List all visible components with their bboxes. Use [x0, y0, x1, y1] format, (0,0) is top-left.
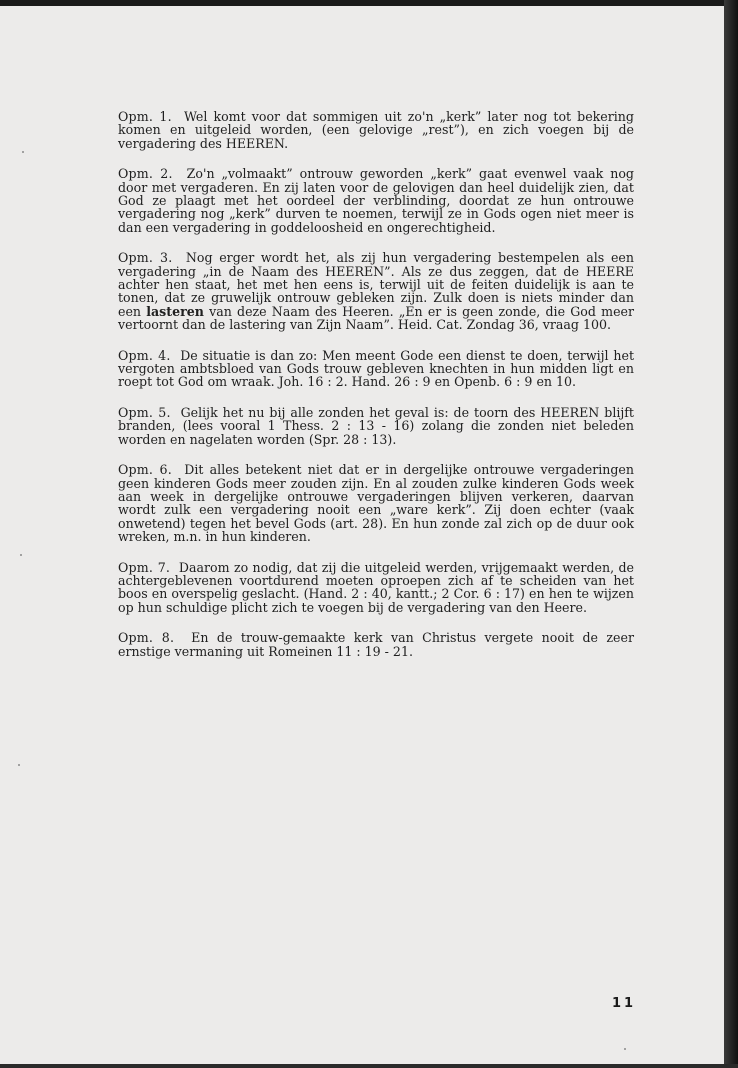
remark-label: Opm. 7. — [118, 559, 171, 575]
page-number: 11 — [612, 996, 637, 1011]
remark-paragraph — [118, 110, 634, 150]
remark-text: Dit alles betekent niet dat er in dergelijke ontrouwe vergaderingen geen kinderen Gods meer zouden zijn. En al zouden zulke kinderen Gods week aan week in dergelijke ontrouwe vergaderingen blijven verkeren, daarvan wordt zulk een vergadering nooit een „ware kerk”. Zij doen echter (vaak onwetend) tegen het bevel Gods (art. 28). En hun zonde zal zich op de duur ook wreken, m.n. in hun kinderen. — [118, 462, 634, 544]
page-bottom-edge — [0, 1064, 738, 1068]
scan-speck — [18, 764, 20, 766]
remark-paragraph — [118, 406, 634, 446]
remark-paragraph — [118, 167, 634, 233]
body-text — [118, 110, 634, 676]
remark-text: Nog erger wordt het, als zij hun vergadering bestempelen als een vergadering „in de Naam des HEEREN”. Als ze dus zeggen, dat de HEERE achter hen staat, het met hen eens is, terwijl uit de feiten duidelijk is aan te tonen, dat ze gruwelijk ontrouw gebleken zijn. Zulk doen is niets minder dan een — [118, 250, 634, 319]
remark-text: van deze Naam des Heeren. „En er is geen zonde, die God meer vertoornt dan de lastering van Zijn Naam”. Heid. Cat. Zondag 36, vraag 100. — [118, 303, 634, 332]
remark-paragraph — [118, 349, 634, 389]
remark-label: Opm. 2. — [118, 166, 173, 182]
remark-label: Opm. 4. — [118, 347, 171, 363]
remark-text: Zo'n „volmaakt” ontrouw geworden „kerk” gaat evenwel vaak nog door met vergaderen. En zij laten voor de gelovigen dan heel duidelijk zien, dat God ze plaagt met het oordeel der verblinding, doordat ze hun ontrouwe vergadering nog „kerk” durven te noemen, terwijl ze in Gods ogen niet meer is dan een vergadering in goddeloosheid en ongerechtigheid. — [118, 166, 634, 235]
remark-label: Opm. 5. — [118, 405, 171, 421]
scan-speck — [624, 1048, 626, 1050]
remark-text: De situatie is dan zo: Men meent Gode een dienst te doen, terwijl het vergoten ambtsbloed van Gods trouw gebleven knechten in hun midden ligt en roept tot God om wraak. Joh. 16 : 2. Hand. 26 : 9 en Openb. 6 : 9 en 10. — [118, 347, 634, 390]
page-right-edge — [724, 0, 738, 1068]
scan-speck — [20, 554, 22, 556]
remark-label: Opm. 8. — [118, 630, 175, 646]
remark-paragraph — [118, 631, 634, 658]
document-page — [0, 6, 724, 1066]
remark-paragraph — [118, 561, 634, 614]
remark-paragraph — [118, 463, 634, 543]
remark-label: Opm. 3. — [118, 250, 173, 266]
remark-text: Daarom zo nodig, dat zij die uitgeleid werden, vrijgemaakt werden, de achtergeblevenen voortdurend moeten oproepen zich af te scheiden van het boos en overspelig geslacht. (Hand. 2 : 40, kantt.; 2 Cor. 6 : 17) en hen te wijzen op hun schuldige plicht zich te voegen bij de vergadering van den Heere. — [118, 559, 634, 615]
remark-label: Opm. 1. — [118, 109, 172, 124]
emphasized-text: lasteren — [146, 303, 204, 319]
remark-label: Opm. 6. — [118, 462, 172, 478]
remark-text: En de trouw-gemaakte kerk van Christus vergete nooit de zeer ernstige vermaning uit Romeinen 11 : 19 - 21. — [118, 630, 634, 659]
scan-speck — [22, 151, 24, 153]
remark-text: Gelijk het nu bij alle zonden het geval is: de toorn des HEEREN blijft branden, (lees vooral 1 Thess. 2 : 13 - 16) zolang die zonden niet beleden worden en nagelaten worden (Spr. 28 : 13). — [118, 405, 634, 447]
remark-paragraph — [118, 251, 634, 331]
remark-text: Wel komt voor dat sommigen uit zo'n „kerk” later nog tot bekering komen en uitgeleid worden, (een gelovige „rest”), en zich voegen bij de vergadering des HEEREN. — [118, 109, 634, 151]
